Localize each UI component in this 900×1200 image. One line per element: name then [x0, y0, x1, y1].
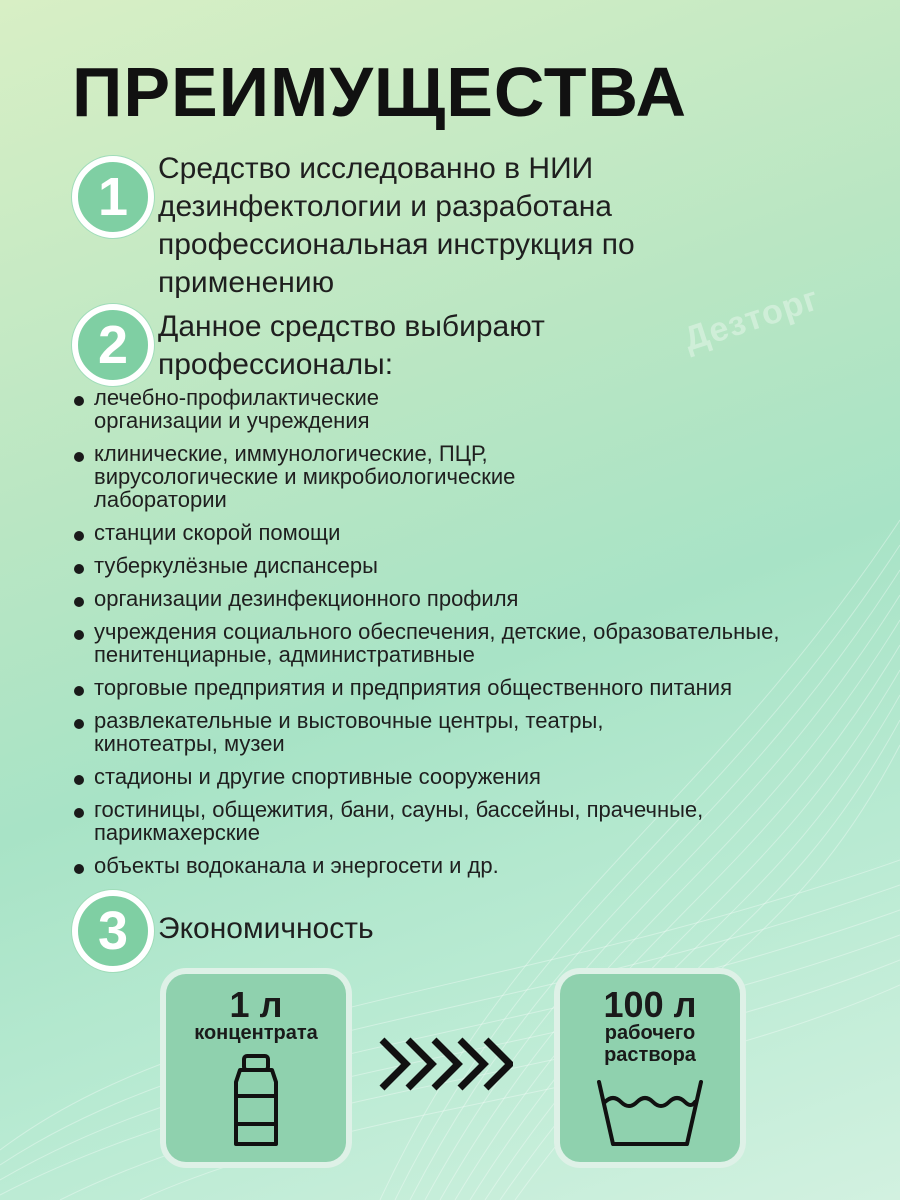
list-item: организации дезинфекционного профиля: [74, 587, 864, 610]
chevrons-right-icon: [378, 1036, 513, 1092]
list-item: гостиницы, общежития, бани, сауны, бассейны, прачечные, парикмахерские: [74, 798, 854, 844]
solution-amount: 100 л: [603, 984, 697, 1025]
watermark: Дезторг: [679, 279, 824, 359]
list-item: объекты водоканала и энергосети и др.: [74, 854, 864, 877]
list-item: торговые предприятия и предприятия общественного питания: [74, 676, 784, 699]
point-3-text: Экономичность: [158, 912, 374, 945]
list-item: учреждения социального обеспечения, детские, образовательные, пенитенциарные, административные: [74, 620, 814, 666]
point-2-text: Данное средство выбирают профессионалы:: [158, 310, 545, 381]
concentrate-box: [160, 968, 352, 1168]
concentrate-amount: 1 л: [229, 984, 283, 1025]
solution-label-line1: рабочего: [604, 1022, 696, 1044]
solution-label-line2: раствора: [604, 1044, 696, 1066]
solution-box: [554, 968, 746, 1168]
list-item: клинические, иммунологические, ПЦР, вирусологические и микробиологические лаборатории: [74, 442, 634, 511]
list-item: туберкулёзные диспансеры: [74, 554, 864, 577]
list-item: станции скорой помощи: [74, 521, 864, 544]
bullet-list: [74, 386, 864, 887]
bottle-icon: [226, 1052, 286, 1152]
number-badge-2: 2: [72, 304, 154, 386]
list-item: развлекательные и выстовочные центры, театры, кинотеатры, музеи: [74, 709, 704, 755]
concentrate-label: концентрата: [194, 1022, 318, 1044]
list-item: лечебно-профилактические организации и учреждения: [74, 386, 454, 432]
number-badge-3: 3: [72, 890, 154, 972]
number-badge-1: 1: [72, 156, 154, 238]
page-title: ПРЕИМУЩЕСТВА: [72, 53, 688, 131]
list-item: стадионы и другие спортивные сооружения: [74, 765, 864, 788]
basin-water-icon: [595, 1072, 705, 1152]
point-1-text: Средство исследованно в НИИ дезинфектологии и разработана профессиональная инструкция по применению: [158, 152, 635, 299]
